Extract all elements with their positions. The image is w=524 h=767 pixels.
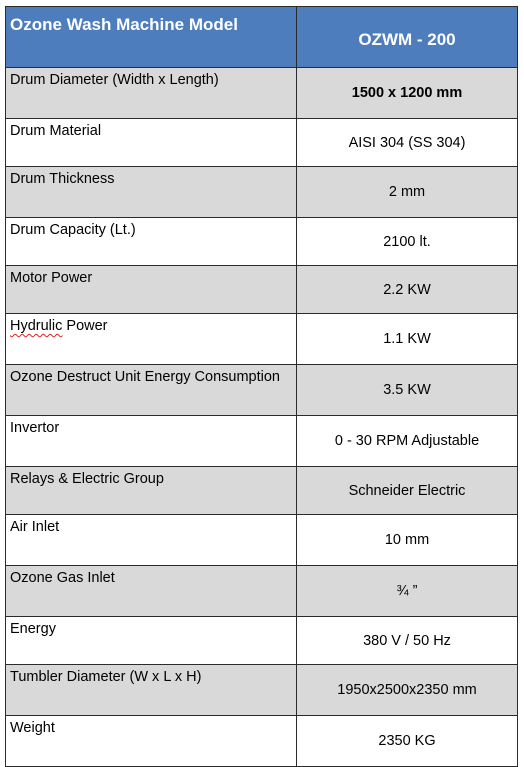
table-row-weight xyxy=(6,716,518,767)
table-row-hydraulic-power xyxy=(6,314,518,365)
table-row-ozone-gas-inlet xyxy=(6,566,518,617)
table-row-relays xyxy=(6,467,518,515)
row-value: Schneider Electric xyxy=(297,467,518,515)
header-model-label: Ozone Wash Machine Model xyxy=(6,7,297,68)
row-label: Motor Power xyxy=(6,266,297,314)
row-value: 1.1 KW xyxy=(297,314,518,365)
row-label: Relays & Electric Group xyxy=(6,467,297,515)
table-row-ozone-destruct xyxy=(6,365,518,416)
row-value: 2100 lt. xyxy=(297,218,518,266)
table-row-tumbler-diameter xyxy=(6,665,518,716)
row-label: Ozone Destruct Unit Energy Consumption xyxy=(6,365,297,416)
row-value: 0 - 30 RPM Adjustable xyxy=(297,416,518,467)
row-label-rest: Power xyxy=(62,318,108,334)
table-row-drum-capacity xyxy=(6,218,518,266)
table-row-invertor xyxy=(6,416,518,467)
row-label xyxy=(6,314,297,365)
row-label: Drum Diameter (Width x Length) xyxy=(6,68,297,119)
misspelled-word: Hydrulic xyxy=(10,318,63,334)
table-row-air-inlet xyxy=(6,515,518,566)
table-row-drum-diameter xyxy=(6,68,518,119)
table-row-drum-material xyxy=(6,119,518,167)
row-value: 1500 x 1200 mm xyxy=(297,68,518,119)
row-value: 2.2 KW xyxy=(297,266,518,314)
table-row-drum-thickness xyxy=(6,167,518,218)
table-header-row xyxy=(6,7,518,68)
row-label: Invertor xyxy=(6,416,297,467)
row-label: Drum Capacity (Lt.) xyxy=(6,218,297,266)
table-row-energy xyxy=(6,617,518,665)
table-row-motor-power xyxy=(6,266,518,314)
row-label: Air Inlet xyxy=(6,515,297,566)
specification-table xyxy=(5,6,518,767)
row-value: AISI 304 (SS 304) xyxy=(297,119,518,167)
row-label: Weight xyxy=(6,716,297,767)
row-value: 2350 KG xyxy=(297,716,518,767)
row-label: Energy xyxy=(6,617,297,665)
header-model-value: OZWM - 200 xyxy=(297,7,518,68)
row-value: ¾ ” xyxy=(297,566,518,617)
row-label: Ozone Gas Inlet xyxy=(6,566,297,617)
row-label: Tumbler Diameter (W x L x H) xyxy=(6,665,297,716)
row-value: 3.5 KW xyxy=(297,365,518,416)
row-label: Drum Material xyxy=(6,119,297,167)
row-value: 2 mm xyxy=(297,167,518,218)
row-label: Drum Thickness xyxy=(6,167,297,218)
row-value: 1950x2500x2350 mm xyxy=(297,665,518,716)
row-value: 380 V / 50 Hz xyxy=(297,617,518,665)
row-value: 10 mm xyxy=(297,515,518,566)
